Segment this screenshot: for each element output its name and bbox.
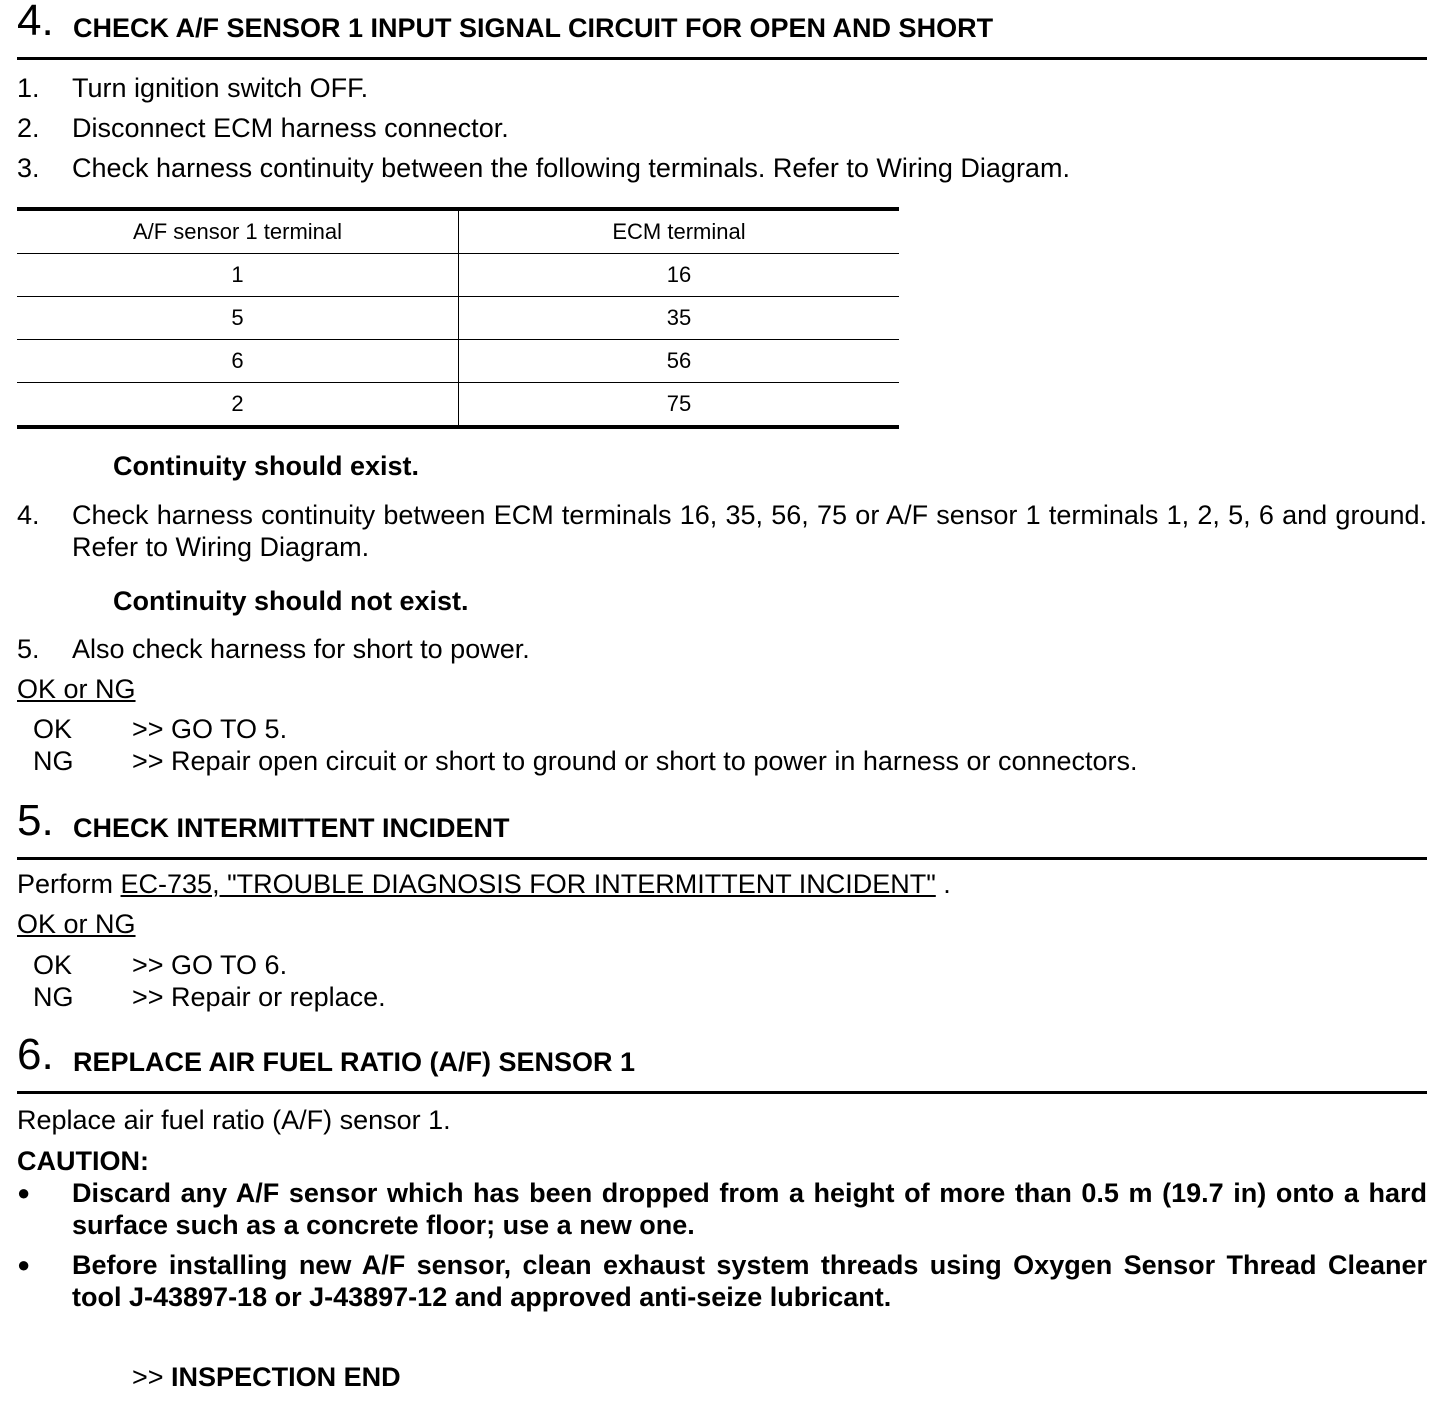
ng-label: NG (33, 746, 74, 776)
ng-label: NG (33, 982, 74, 1012)
table-row (17, 340, 899, 383)
ok-action: >> GO TO 5. (132, 714, 288, 744)
item-text: Check harness continuity between ECM terminals 16, 35, 56, 75 or A/F sensor 1 terminals 1, 2, 5, 6 and ground. Refer to Wiring Diagram. (72, 500, 1427, 562)
table-cell: 2 (17, 383, 459, 428)
table-cell: 5 (17, 297, 459, 340)
ec-735-reference-link[interactable]: EC-735, "TROUBLE DIAGNOSIS FOR INTERMITTENT INCIDENT" (120, 869, 936, 899)
perform-suffix: . (935, 869, 951, 899)
item-text: Also check harness for short to power. (72, 634, 530, 664)
inspection-end-arrow: >> (132, 1362, 172, 1392)
table-cell: 35 (459, 297, 900, 340)
bullet-icon: ● (17, 1180, 31, 1205)
inspection-end-text: INSPECTION END (171, 1362, 401, 1392)
column-header-af-sensor-terminal: A/F sensor 1 terminal (17, 209, 459, 254)
table-row (17, 383, 899, 428)
table-cell: 16 (459, 254, 900, 297)
bullet-icon: ● (17, 1252, 31, 1277)
item-text: Turn ignition switch OFF. (72, 73, 369, 103)
perform-prefix: Perform (17, 869, 121, 899)
item-number: 5. (17, 634, 40, 664)
ok-label: OK (33, 714, 73, 744)
item-number: 1. (17, 73, 40, 103)
caution-label: CAUTION: (17, 1146, 149, 1176)
step-5-title: CHECK INTERMITTENT INCIDENT (73, 813, 510, 843)
caution-text: Before installing new A/F sensor, clean exhaust system threads using Oxygen Sensor Thread Cleaner tool J-43897-18 or J-43897-12 and approved anti-seize lubricant. (72, 1250, 1427, 1312)
step-4-number: 4. (17, 0, 54, 45)
step-4-ok-or-ng-link[interactable]: OK or NG (17, 674, 136, 704)
inspection-end (132, 1361, 401, 1393)
table-cell: 6 (17, 340, 459, 383)
item-number: 2. (17, 113, 40, 143)
table-cell: 75 (459, 383, 900, 428)
step-6-header (17, 1030, 1427, 1094)
step-4-title: CHECK A/F SENSOR 1 INPUT SIGNAL CIRCUIT FOR OPEN AND SHORT (73, 13, 994, 43)
step-5-ok-or-ng-link[interactable]: OK or NG (17, 909, 136, 939)
replace-instruction: Replace air fuel ratio (A/F) sensor 1. (17, 1105, 451, 1135)
step-4-header (17, 0, 1427, 60)
table-cell: 56 (459, 340, 900, 383)
table-header-row (17, 209, 899, 254)
step-5-number: 5. (17, 796, 54, 845)
column-header-ecm-terminal: ECM terminal (459, 209, 900, 254)
terminal-continuity-table (17, 207, 899, 429)
step-6-number: 6. (17, 1030, 54, 1079)
ok-action: >> GO TO 6. (132, 950, 288, 980)
ng-action: >> Repair or replace. (132, 982, 386, 1012)
ok-label: OK (33, 950, 73, 980)
table-cell: 1 (17, 254, 459, 297)
continuity-not-exist-note: Continuity should not exist. (113, 586, 469, 616)
perform-instruction (17, 868, 951, 900)
table-row (17, 254, 899, 297)
item-text: Disconnect ECM harness connector. (72, 113, 509, 143)
item-text: Check harness continuity between the following terminals. Refer to Wiring Diagram. (72, 153, 1070, 183)
step-6-title: REPLACE AIR FUEL RATIO (A/F) SENSOR 1 (73, 1047, 636, 1077)
ng-action: >> Repair open circuit or short to ground or short to power in harness or connectors. (132, 746, 1138, 776)
item-number: 3. (17, 153, 40, 183)
item-number: 4. (17, 500, 40, 530)
table-row (17, 297, 899, 340)
caution-text: Discard any A/F sensor which has been dropped from a height of more than 0.5 m (19.7 in) onto a hard surface such as a concrete floor; use a new one. (72, 1178, 1427, 1240)
step-5-header (17, 796, 1427, 860)
continuity-exist-note: Continuity should exist. (113, 451, 420, 481)
